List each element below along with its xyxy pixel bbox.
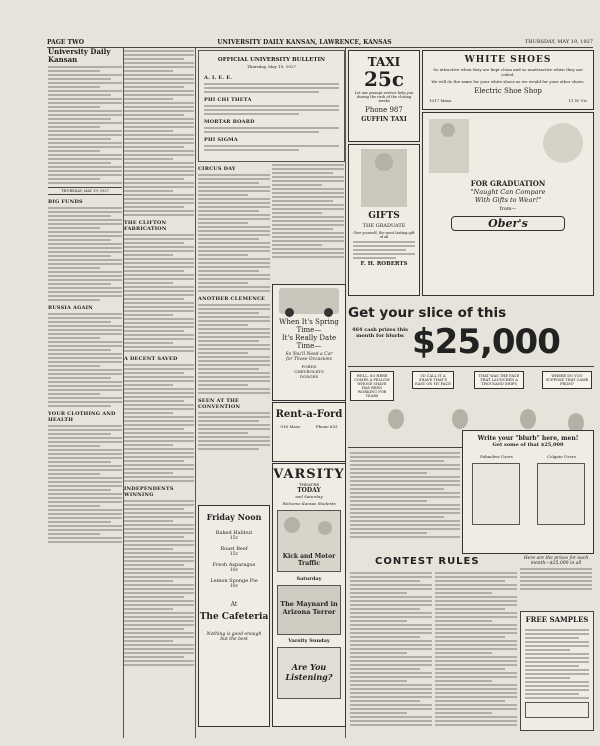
suit-illustration [429,119,469,173]
shoe-shop-name: Electric Shoe Shop [474,87,542,95]
rent-address: 916 Mass. [280,424,302,429]
speech-bubble: I'D CALL IT A SHAVE THAT'S EASY ON MY FACE [412,371,454,389]
menu-price: 15c [229,536,239,541]
spring-line1: When It's Spring [279,318,339,326]
speech-bubble: WELL, SO HERE COMES A FELLOW WHOSE SHAVE HAS BEEN WORKING FOR YEARS [350,371,394,401]
headline-decent-saved: A DECENT SAVED [124,356,178,362]
taxi-price: 25c [363,67,404,91]
film2: The Maynard in Arizona Terror [280,600,338,616]
menu-price: 10c [229,568,239,573]
varsity-line3: and Saturday [295,494,323,499]
gifts-name: F. H. ROBERTS [360,261,408,267]
blurb-write-sub: Get some of that $25,000 [492,442,564,448]
column-three-b-text [272,162,344,282]
cafeteria-at: At [230,601,238,608]
editorial-column [124,48,194,736]
saturday: Saturday [296,576,322,582]
free-samples-title: FREE SAMPLES [525,615,589,624]
film-poster [277,510,341,572]
gifts-title: GIFTS [368,211,400,221]
varsity-sunday: Varsity Sunday [288,638,330,644]
shoe-shop-address: 1017 Mass. [429,98,453,103]
graduation-line2: With Gifts to Wear!" [474,196,542,204]
headline-seen-convention: SEEN AT THE CONVENTION [198,398,241,410]
menu-item: Baked Halibut [215,530,253,536]
bulletin-section: PHI SIGMA [204,137,238,143]
bulletin-title: OFFICIAL UNIVERSITY BULLETIN [217,57,326,63]
speech-bubble: THAT WAS THE FACE THAT LAUNCHED A THOUSAND SHIPS [474,371,524,389]
taxi-name: GUFFIN TAXI [361,116,407,123]
graduation-line1: "Naught Can Compare [470,188,546,196]
bulletin-section: PHI CHI THETA [204,97,252,103]
contest-rules-col2 [435,570,517,730]
graduate-illustration [361,149,407,207]
obers-logo: Ober's [451,216,565,231]
rent-a-ford-title: Rent-a-Ford [275,409,343,420]
headline-another-clemence: ANOTHER CLEMENCE [198,296,266,302]
page-number: PAGE TWO [47,38,84,46]
column-rule [195,48,196,738]
speech-bubble: WHERE DO YOU SUPPOSE THAT CAME FROM? [542,371,592,389]
graduation-from: from— [499,206,517,212]
blurb-entry-field [537,463,585,525]
cafeteria-tagline: Nothing is good enough but the best [206,632,262,642]
blurb-entry-box [462,430,594,554]
headline-independents: INDEPENDENTS WINNING [124,486,174,498]
listening-graphic [277,647,341,699]
taxi-ad [348,50,420,142]
film-poster [277,585,341,635]
varsity-title: VARSITY [273,467,345,482]
menu-item: Lemon Sponge Pie [210,578,258,584]
bulletin-section: A. I. E. E. [204,75,233,81]
white-shoes-text2: We will do the same for your white shoes as we would for your other shoes. [431,79,585,84]
coupon-field [525,702,589,718]
varsity-line2: TODAY [297,487,321,494]
white-shoes-ad [422,50,594,110]
bulletin-section: MORTAR BOARD [204,119,255,125]
headline-big-funds: BIG FUNDS [48,199,83,206]
shoe-shop-phone: 11 W. Vic [568,98,587,103]
graduation-ad [422,112,594,296]
varsity-note: Welcome Kansas Students [282,501,336,506]
prize-table [520,556,592,592]
gifts-subtitle: THE GRADUATE [362,223,406,229]
contest-headline: Get your slice of this [348,305,507,321]
white-shoes-title: WHITE SHOES [464,55,552,65]
menu-price: 10c [229,584,239,589]
left-column [48,48,122,736]
varsity-theatre-ad [272,463,346,727]
spring-line3: It's Really Date [281,334,337,342]
masthead: University Daily Kansan [48,48,111,64]
white-shoes-text1: So attractive when they are kept clean and so unattractive when they are soiled. [433,67,583,77]
header-date: THURSDAY, MAY 19, 1927 [524,39,593,45]
taxi-title: TAXI [367,55,401,69]
spring-car-ad [272,284,346,401]
rent-a-ford-ad [272,402,346,462]
car-brand: FORDS [301,364,317,369]
free-samples-box [520,611,594,731]
contest-sub: 464 cash prizes this month for blurbs [352,327,408,339]
official-bulletin [198,50,345,162]
spring-line6: for Those Occasions [285,357,333,362]
car-brand: CHEVROLETS [294,369,324,374]
film1: Kick and Motor Traffic [282,553,336,567]
colgate-users: Colgate Users [547,454,576,459]
spring-line2: Time— [296,326,322,334]
rent-phone: Phone 653 [316,424,338,429]
menu-item: Fresh Asparagus [212,562,256,568]
headline-clothing-health: YOUR CLOTHING AND HEALTH [48,411,116,424]
car-brand: DODGES [299,374,319,379]
clock-illustration [543,123,583,163]
blurb-entry-field [472,463,520,525]
headline-clifton: THE CLIFTON FABRICATION [124,220,167,232]
prize-header: Here are the prizes for each month—$25,000 in all [523,556,589,566]
blurb-write: Write your "blurb" here, men! [477,435,579,442]
palmolive-users: Palmolive Users [480,454,513,459]
gifts-graduate-ad [348,144,420,296]
car-illustration [279,288,339,314]
cafeteria-name: The Cafeteria [199,612,269,622]
bulletin-date: Thursday, May 19, 1927 [247,64,296,69]
menu-price: 15c [229,552,239,557]
editorial-date: THURSDAY, MAY 19, 1927 [48,187,122,195]
gifts-text: Give yourself, the most lasting gift of all [353,231,415,239]
graduation-title: FOR GRADUATION [470,179,546,188]
menu-item: Roast Beef [220,546,248,552]
contest-prize: $25,000 [412,322,560,362]
taxi-text: Let our prompt service help you during the rush of the closing weeks [354,91,414,103]
contest-body [350,450,460,550]
spring-line4: Time— [296,342,322,350]
page-header [47,37,593,48]
paper-name: UNIVERSITY DAILY KANSAN, LAWRENCE, KANSAS [217,38,392,46]
varsity-line1: THEATRE [298,482,320,487]
spring-line5: So You'll Need a Car [285,352,333,357]
cafeteria-friday: Friday Noon [206,512,262,522]
headline-circus-day: CIRCUS DAY [198,166,236,172]
cafeteria-ad [198,505,270,727]
listening-text: Are You Listening? [285,662,333,682]
contest-rules-title: CONTEST RULES [375,556,480,567]
headline-russia-again: RUSSIA AGAIN [48,305,93,312]
column-three-text [198,162,270,502]
contest-rules-col1 [350,570,432,730]
taxi-phone: Phone 987 [365,106,403,114]
